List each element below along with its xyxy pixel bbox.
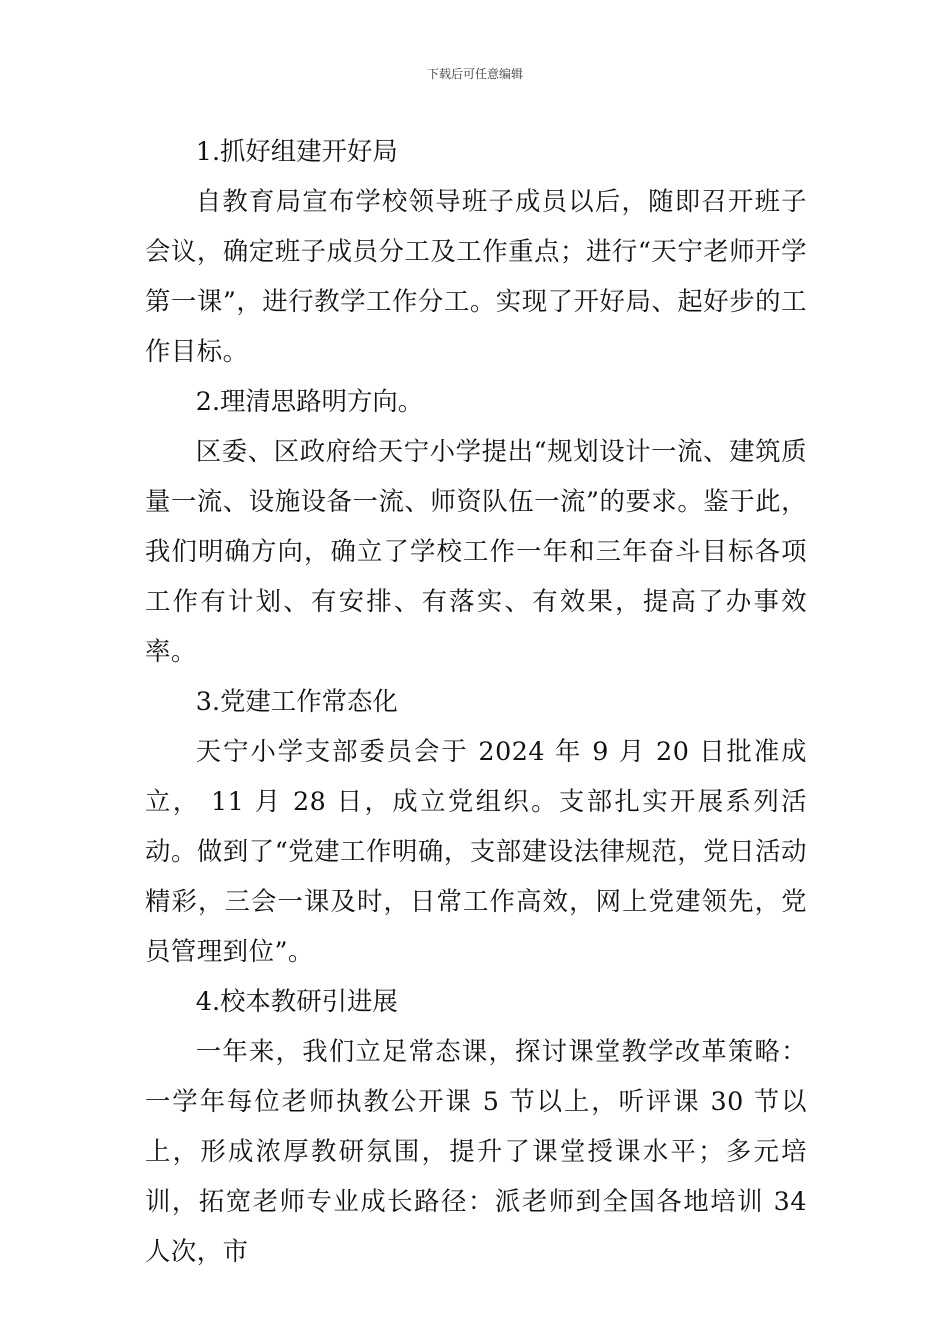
document-body bbox=[145, 126, 807, 1276]
body-paragraph-1: 自教育局宣布学校领导班子成员以后，随即召开班子会议，确定班子成员分工及工作重点；进行“天宁老师开学第一课”，进行教学工作分工。实现了开好局、起好步的工作目标。 bbox=[145, 186, 807, 366]
body-paragraph-3: 天宁小学支部委员会于 2024 年 9 月 20 日批准成立， 11 月 28 日，成立党组织。支部扎实开展系列活动。做到了“党建工作明确，支部建设法律规范，党日活动精彩，三会一课及时，日常工作高效，网上党建领先，党员管理到位”。 bbox=[145, 736, 807, 966]
section-heading-3: 3.党建工作常态化 bbox=[195, 686, 398, 716]
page-header: 下载后可任意编辑 bbox=[426, 67, 523, 81]
section-heading-4: 4.校本教研引进展 bbox=[195, 986, 398, 1016]
section-heading-1: 1.抓好组建开好局 bbox=[195, 136, 398, 166]
body-paragraph-2: 区委、区政府给天宁小学提出“规划设计一流、建筑质量一流、设施设备一流、师资队伍一流”的要求。鉴于此，我们明确方向，确立了学校工作一年和三年奋斗目标各项工作有计划、有安排、有落实、有效果，提高了办事效率。 bbox=[145, 436, 807, 666]
body-paragraph-4: 一年来，我们立足常态课，探讨课堂教学改革策略：一学年每位老师执教公开课 5 节以上，听评课 30 节以上，形成浓厚教研氛围，提升了课堂授课水平；多元培训，拓宽老师专业成长路径：派老师到全国各地培训 34 人次，市 bbox=[145, 1036, 807, 1266]
section-heading-2: 2.理清思路明方向。 bbox=[195, 386, 424, 416]
